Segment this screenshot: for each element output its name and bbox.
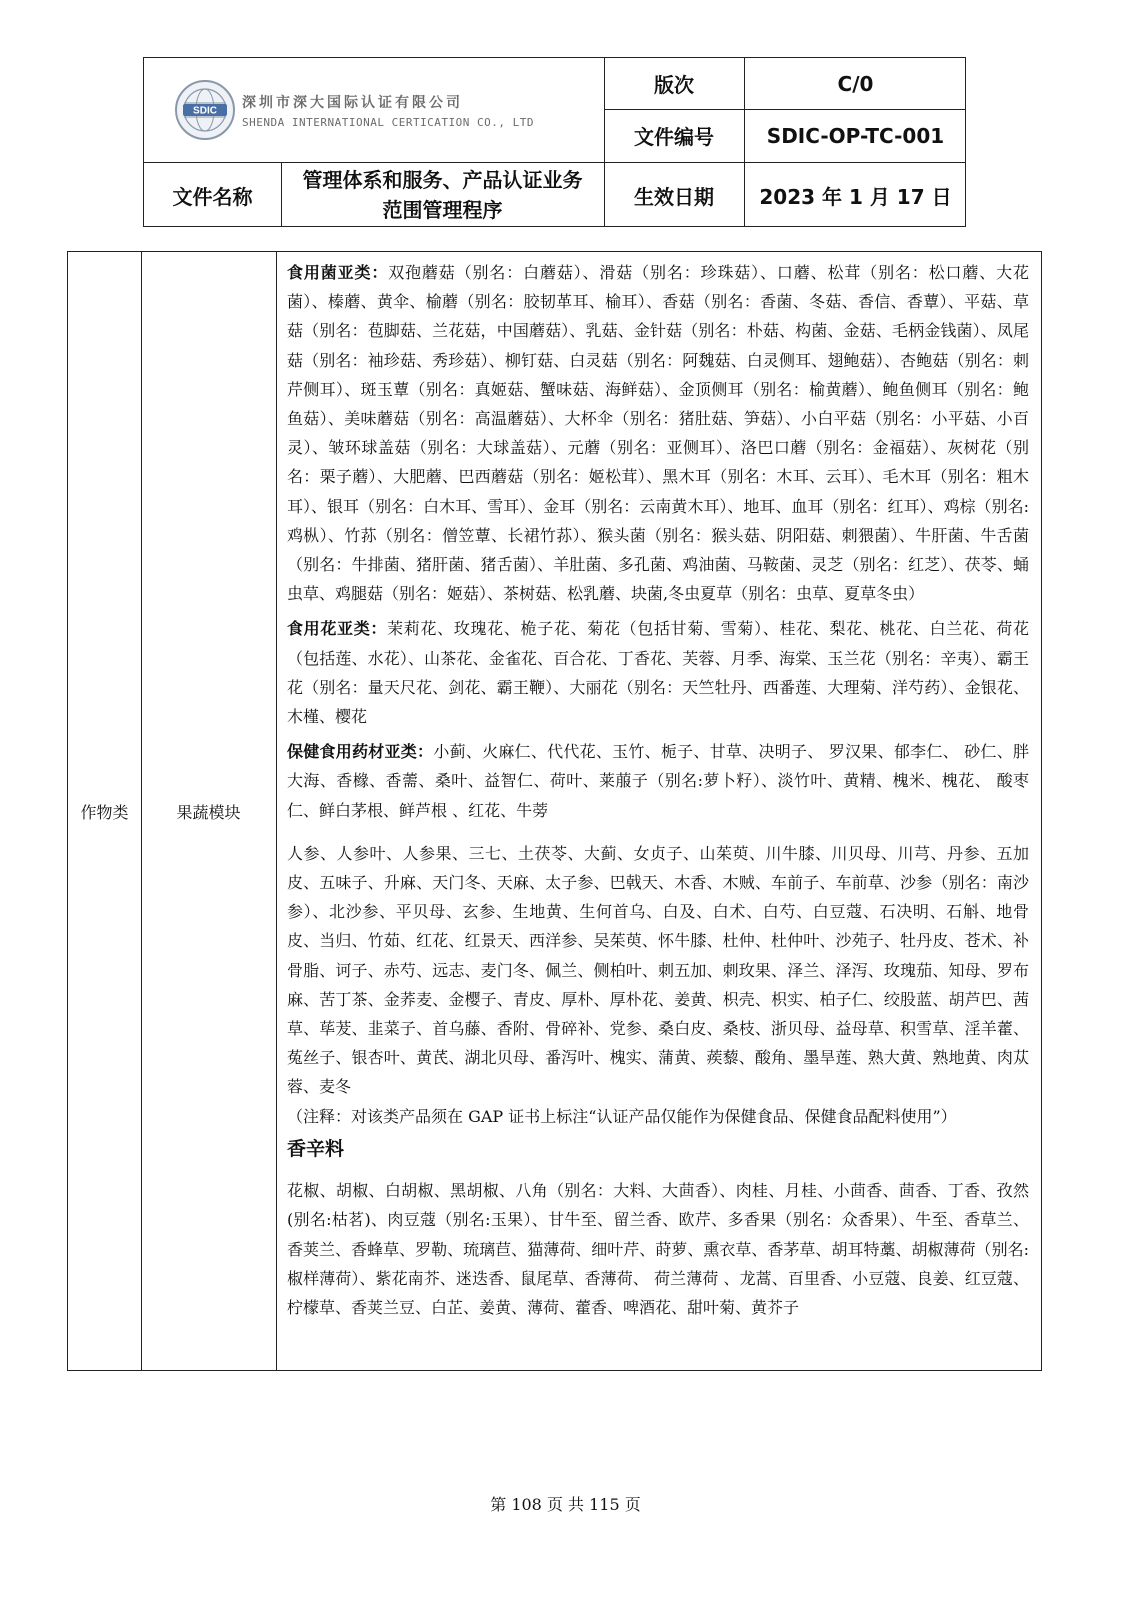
spice-paragraph: 花椒、胡椒、白胡椒、黑胡椒、八角（别名：大料、大茴香）、肉桂、月桂、小茴香、茴香、丁香、孜然(别名:枯茗)、肉豆蔻（别名:玉果）、甘牛至、留兰香、欧芹、多香果（别名：众香果）、牛至、香草兰、香荚兰、香蜂草、罗勒、琉璃苣、猫薄荷、细叶芹、莳萝、熏衣草、香茅草、胡耳特藁、胡椒薄荷（别名:椒样薄荷）、紫花南芥、迷迭香、鼠尾草、香薄荷、 荷兰薄荷 、龙蒿、百里香、小豆蔻、良姜、红豆蔻、柠檬草、香荚兰豆、白芷、姜黄、薄荷、藿香、啤酒花、甜叶菊、黄芥子	[287, 1181, 1029, 1317]
doc-name-value: 管理体系和服务、产品认证业务范围管理程序	[302, 168, 583, 222]
doc-name-label: 文件名称	[172, 184, 253, 209]
version-value: C/0	[837, 71, 874, 96]
flower-paragraph	[287, 614, 1029, 731]
effective-date-value: 2023 年 1 月 17 日	[759, 184, 952, 209]
effective-date-label: 生效日期	[634, 184, 714, 209]
herb-paragraph	[287, 737, 1029, 825]
document-header-table	[143, 57, 966, 227]
category-cell: 作物类	[80, 802, 129, 822]
fungi-paragraph	[287, 258, 1029, 608]
spice-title: 香辛料	[287, 1137, 345, 1160]
module-cell: 果蔬模块	[176, 802, 241, 822]
flower-title: 食用花亚类：	[287, 619, 388, 639]
globe-logo-icon	[174, 79, 236, 141]
page-number: 第 108 页 共 115 页	[490, 1495, 641, 1514]
doc-number-label: 文件编号	[634, 125, 714, 149]
logo-mark-text: SDIC	[193, 105, 217, 117]
fungi-title: 食用菌亚类：	[287, 263, 389, 282]
scope-table	[67, 251, 1042, 1371]
company-name-en: SHENDA INTERNATIONAL CERTICATION CO., LTD	[242, 115, 535, 129]
herb-paragraph-2: 人参、人参叶、人参果、三七、土茯苓、大蓟、女贞子、山茱萸、川牛膝、川贝母、川芎、丹参、五加皮、五味子、升麻、天门冬、天麻、太子参、巴戟天、木香、木贼、车前子、车前草、沙参（别名：南沙参）、北沙参、平贝母、玄参、生地黄、生何首乌、白及、白术、白芍、白豆蔻、石决明、石斛、地骨皮、当归、竹茹、红花、红景天、西洋参、吴茱萸、怀牛膝、杜仲、杜仲叶、沙苑子、牡丹皮、苍术、补骨脂、诃子、赤芍、远志、麦门冬、佩兰、侧柏叶、刺五加、刺玫果、泽兰、泽泻、玫瑰茄、知母、罗布麻、苦丁茶、金荞麦、金樱子、青皮、厚朴、厚朴花、姜黄、枳壳、枳实、柏子仁、绞股蓝、胡芦巴、茜草、荜茇、韭菜子、首乌藤、香附、骨碎补、党参、桑白皮、桑枝、浙贝母、益母草、积雪草、淫羊藿、菟丝子、银杏叶、黄芪、湖北贝母、番泻叶、槐实、蒲黄、蒺藜、酸角、墨旱莲、熟大黄、熟地黄、肉苁蓉、麦冬	[287, 843, 1029, 1097]
company-logo-block	[144, 58, 604, 162]
flower-list: 茉莉花、玫瑰花、桅子花、菊花（包括甘菊、雪菊）、桂花、梨花、桃花、白兰花、荷花（包括莲、水花）、山茶花、金雀花、百合花、丁香花、芙蓉、月季、海棠、玉兰花（别名：辛夷）、霸王花（别名：量天尺花、剑花、霸王鞭）、大丽花（别名：天竺牡丹、西番莲、大理菊、洋芍药）、金银花、木槿、樱花	[287, 619, 1029, 727]
company-name-cn: 深圳市深大国际认证有限公司	[242, 94, 463, 111]
version-label: 版次	[654, 73, 694, 97]
table-divider	[276, 252, 277, 1370]
herb-title: 保健食用药材亚类：	[287, 742, 434, 762]
herb-list: 小蓟、火麻仁、代代花、玉竹、栀子、甘草、决明子、 罗汉果、郁李仁、 砂仁、胖大海、香橼、香薷、桑叶、益智仁、荷叶、莱菔子（别名:萝卜籽）、淡竹叶、黄精、槐米、槐花、 酸枣仁、鲜白茅根、鲜芦根 、红花、牛蒡	[287, 742, 1029, 820]
scope-content	[287, 258, 1029, 1322]
fungi-list: 双孢蘑菇（别名：白蘑菇）、滑菇（别名：珍珠菇）、口蘑、松茸（别名：松口蘑、大花菌）、榛蘑、黄伞、榆蘑（别名：胶韧革耳、榆耳）、香菇（别名：香菌、冬菇、香信、香蕈）、平菇、草菇（别名：苞脚菇、兰花菇，中国蘑菇）、乳菇、金针菇（别名：朴菇、构菌、金菇、毛柄金钱菌）、凤尾菇（别名：袖珍菇、秀珍菇）、柳钉菇、白灵菇（别名：阿魏菇、白灵侧耳、翅鲍菇）、杏鲍菇（别名：刺芹侧耳）、斑玉蕈（别名：真姬菇、蟹味菇、海鲜菇）、金顶侧耳（别名：榆黄蘑）、鲍鱼侧耳（别名：鲍鱼菇）、美味蘑菇（别名：高温蘑菇）、大杯伞（别名：猪肚菇、笋菇）、小白平菇（别名：小平菇、小百灵）、皱环球盖菇（别名：大球盖菇）、元蘑（别名：亚侧耳）、洛巴口蘑（别名：金福菇）、灰树花（别名：栗子蘑）、大肥蘑、巴西蘑菇（别名：姬松茸）、黑木耳（别名：木耳、云耳）、毛木耳（别名：粗木耳）、银耳（别名：白木耳、雪耳）、金耳（别名：云南黄木耳）、地耳、血耳（别名：红耳）、鸡棕（别名:鸡枞）、竹荪（别名：僧笠蕈、长裙竹荪）、猴头菌（别名：猴头菇、阴阳菇、刺猥菌）、牛肝菌、牛舌菌（别名：牛排菌、猪肝菌、猪舌菌）、羊肚菌、多孔菌、鸡油菌、马鞍菌、灵芝（别名：红芝）、茯苓、蛹虫草、鸡腿菇（别名：姬菇）、茶树菇、松乳蘑、块菌,冬虫夏草（别名：虫草、夏草冬虫）	[287, 263, 1029, 604]
doc-number-value: SDIC-OP-TC-001	[766, 123, 945, 148]
herb-note: （注释：对该类产品须在 GAP 证书上标注“认证产品仅能作为保健食品、保健食品配料使用”）	[287, 1106, 957, 1126]
